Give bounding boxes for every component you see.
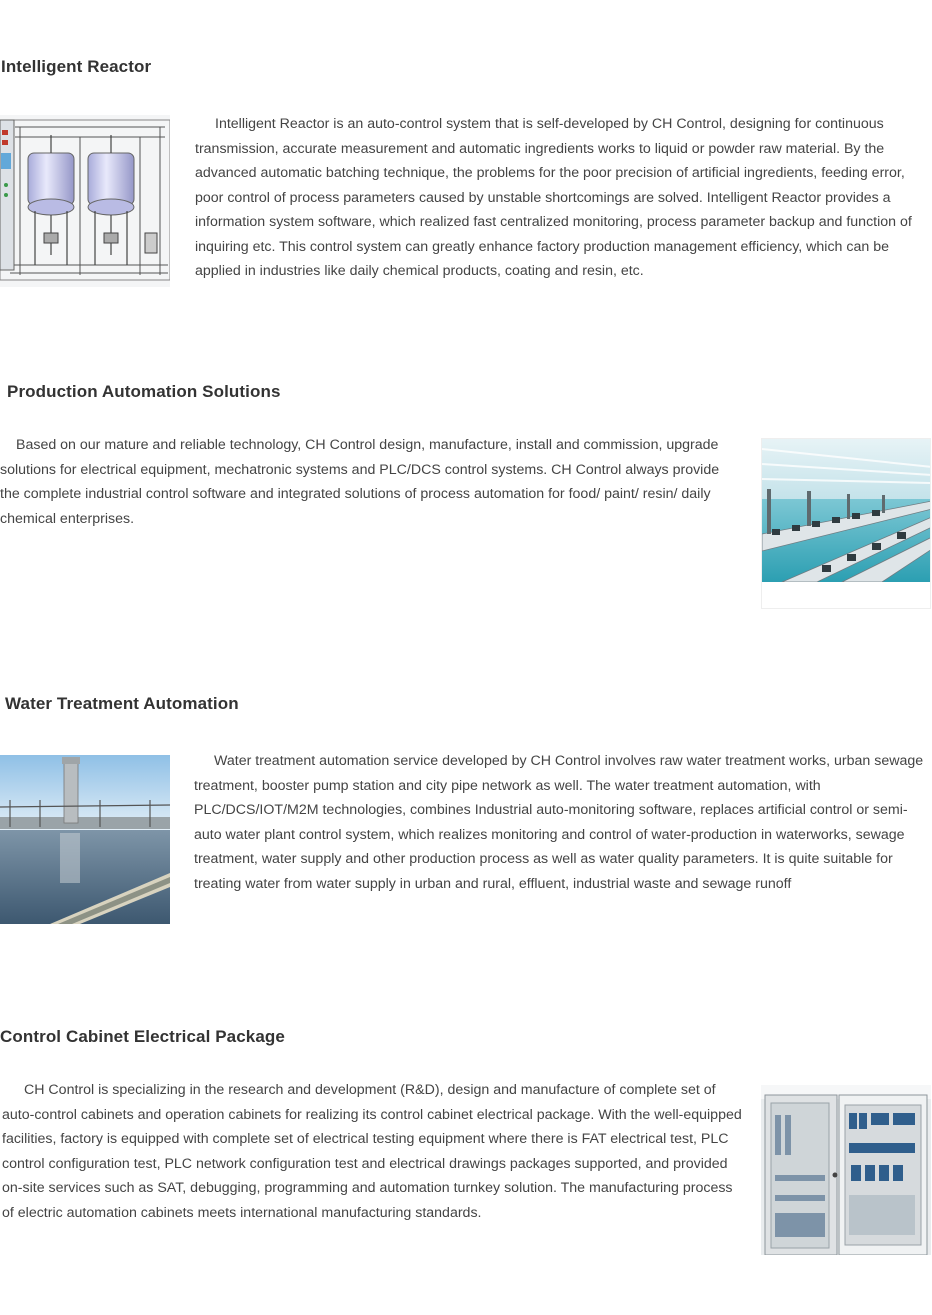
section-title-intelligent-reactor: Intelligent Reactor bbox=[1, 57, 152, 76]
section-title-water-treatment: Water Treatment Automation bbox=[5, 694, 239, 713]
water-treatment-image bbox=[0, 755, 170, 924]
section-body-intelligent-reactor: Intelligent Reactor is an auto-control system that is self-developed by CH Control, designing for continuous transmission, accurate measurement and automatic ingredients works to liquid or powder raw material. By the advanced automatic batching technique, the problems for the poor precision of artificial ingredients, feeding error, poor control of process parameters caused by unstable shortcomings are solved. Intelligent Reactor provides a information system software, which realized fast centralized monitoring, process parameter backup and function of inquiring etc. This control system can greatly enhance factory production management efficiency, which can be applied in industries like daily chemical products, coating and resin, etc. bbox=[195, 116, 912, 279]
section-body-water-treatment: Water treatment automation service developed by CH Control involves raw water treatment works, urban sewage treatment, booster pump station and city pipe network as well. The water treatment automation, with PLC/DCS/IOT/M2M technologies, combines Industrial auto-monitoring software, replaces artificial control or semi-auto water plant control system, which realizes monitoring and control of water-production in waterworks, sewage treatment, water supply and other production process as well as water quality parameters. It is quite suitable for treating water from water supply in urban and rural, effluent, industrial waste and sewage runoff bbox=[194, 753, 924, 892]
section-body-production-automation: Based on our mature and reliable technology, CH Control design, manufacture, install and commission, upgrade solutions for electrical equipment, mechatronic systems and PLC/DCS control systems. CH Control always provide the complete industrial control software and integrated solutions of process automation for food/ paint/ resin/ daily chemical enterprises. bbox=[0, 437, 720, 527]
section-body-control-cabinet: CH Control is specializing in the research and development (R&D), design and manufacture of complete set of auto-control cabinets and operation cabinets for realizing its control cabinet electrical package. With the well-equipped facilities, factory is equipped with complete set of electrical testing equipment where there is FAT electrical test, PLC control configuration test, PLC network configuration test and electrical drawings packages supported, and provided on-site services such as SAT, debugging, programming and automation turnkey solution. The manufacturing process of electric automation cabinets meets international manufacturing standards. bbox=[2, 1082, 742, 1221]
section-title-control-cabinet: Control Cabinet Electrical Package bbox=[0, 1027, 285, 1046]
section-title-production-automation: Production Automation Solutions bbox=[7, 382, 281, 401]
reactor-image bbox=[0, 115, 170, 287]
factory-conveyor-image bbox=[761, 438, 931, 609]
control-cabinet-image bbox=[761, 1085, 931, 1255]
